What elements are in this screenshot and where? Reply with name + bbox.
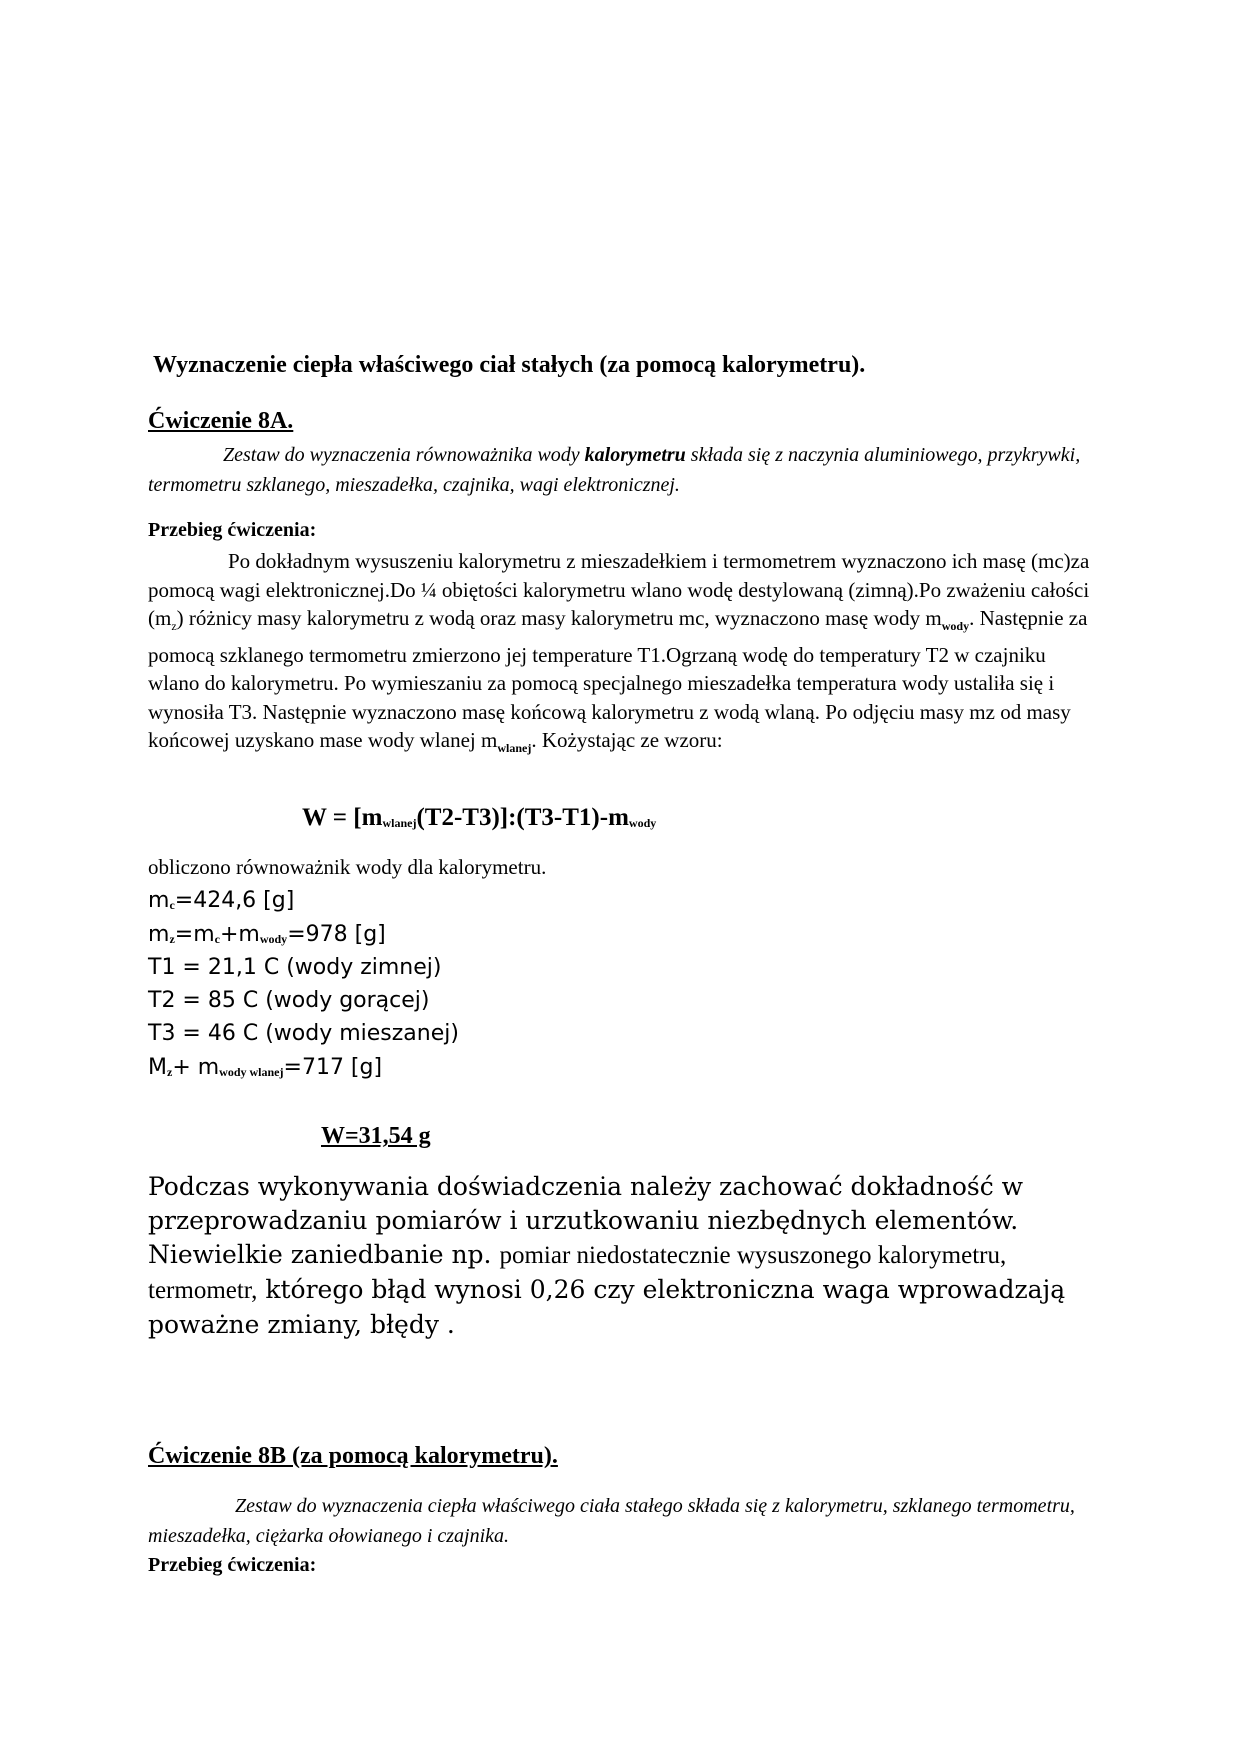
- value-t2: T2 = 85 C (wody gorącej): [148, 988, 430, 1013]
- procedure-part-3: . Następnie za pomocą szklanego termometru zmierzono jej temperature T1.Ogrzaną wodę do temperatury T2 w czajniku wlano do kalorymetru. Po wymieszaniu za pomocą specjalnego mieszadełka temperatura wody ustaliła się i wynosiła T3. Następnie wyznaczono masę końcową kalorymetru z wodą wlaną. Po odjęciu masy mz od masy końcowej uzyskano mase wody wlanej m: [148, 606, 1088, 753]
- exercise-8a-heading: Ćwiczenie 8A.: [148, 408, 294, 434]
- mc-value: =424,6 [g]: [174, 888, 295, 913]
- mz-label: m: [148, 922, 170, 947]
- mc-label: m: [148, 888, 170, 913]
- value-t1: T1 = 21,1 C (wody zimnej): [148, 955, 442, 980]
- document-title: Wyznaczenie ciepła właściwego ciał stałych (za pomocą kalorymetru).: [153, 352, 866, 378]
- mc-sub: c: [169, 898, 175, 912]
- conclusion-part-2: którego błąd wynosi 0,26 czy elektroniczna waga wprowadzają poważne zmiany, błędy .: [148, 1275, 1066, 1339]
- exercise-8a-intro: [148, 440, 1098, 500]
- procedure-sub-wlanej: wlanej: [497, 741, 532, 756]
- mf-label: M: [148, 1055, 167, 1080]
- procedure-part-2: ) różnicy masy kalorymetru z wodą oraz masy kalorymetru mc, wyznaczono masę wody m: [176, 606, 942, 630]
- conclusion-part-1: Podczas wykonywania doświadczenia należy zachować dokładność w przeprowadzaniu pomiarów i urzutkowaniu niezbędnych elementów. Niewielkie zaniedbanie np.: [148, 1172, 1024, 1269]
- value-t3: T3 = 46 C (wody mieszanej): [148, 1021, 459, 1046]
- mf-sub2: wody wlanej: [219, 1065, 284, 1079]
- mf-plus: + m: [172, 1055, 220, 1080]
- mz-sub2: c: [214, 932, 220, 946]
- exercise-8b-intro-text: Zestaw do wyznaczenia ciepła właściwego ciała stałego składa się z kalorymetru, szklanego termometru, mieszadełka, ciężarka ołowianego i czajnika.: [148, 1495, 1075, 1547]
- exercise-8a-procedure: [148, 547, 1096, 763]
- procedure-sub-z: z: [171, 619, 177, 634]
- formula-sub-wody: wody: [628, 816, 657, 830]
- mf-value: =717 [g]: [283, 1055, 383, 1080]
- value-mc: [148, 888, 294, 913]
- conclusion-part-tnr: pomiar niedostatecznie wysuszonego kalorymetru, termometr,: [148, 1242, 1007, 1304]
- intro-text-rest: składa się z naczynia aluminiowego, przykrywki, termometru szklanego, mieszadełka, czajnika, wagi elektronicznej.: [148, 444, 1081, 496]
- value-final-mass: [148, 1055, 382, 1080]
- procedure-part-1: Po dokładnym wysuszeniu kalorymetru z mieszadełkiem i termometrem wyznaczono ich masę (mc)za pomocą wagi elektronicznej.Do ¼ obiętości kalorymetru wlano wodę destylowaną (zimną).Po zważeniu całości (m: [148, 549, 1090, 630]
- formula-sub-wlanej: wlanej: [382, 816, 417, 830]
- exercise-8a-procedure-heading: Przebieg ćwiczenia:: [148, 519, 317, 541]
- intro-text: Zestaw do wyznaczenia równoważnika wody: [223, 444, 585, 466]
- intro-bold-word: kalorymetru: [584, 444, 686, 466]
- mz-plus: +m: [219, 922, 260, 947]
- formula: [302, 804, 656, 832]
- exercise-8b-procedure-heading: Przebieg ćwiczenia:: [148, 1554, 317, 1576]
- mf-sub: z: [166, 1065, 173, 1079]
- mz-sub3: wody: [259, 932, 288, 946]
- mz-mid: =m: [174, 922, 215, 947]
- formula-part-a: W = [m: [302, 804, 383, 831]
- exercise-8b-heading: Ćwiczenie 8B (za pomocą kalorymetru).: [148, 1443, 558, 1469]
- procedure-part-4: . Kożystając ze wzoru:: [531, 728, 723, 753]
- conclusion: [148, 1170, 1108, 1342]
- mz-sub: z: [169, 932, 175, 946]
- formula-part-b: (T2-T3)]:(T3-T1)-m: [416, 804, 629, 831]
- exercise-8b-intro: [148, 1491, 1098, 1551]
- procedure-sub-wody: wody: [941, 619, 970, 634]
- result-w: W=31,54 g: [321, 1123, 431, 1149]
- mz-value: =978 [g]: [287, 922, 386, 947]
- calculation-note: obliczono równoważnik wody dla kalorymetru.: [148, 855, 547, 879]
- value-mz: [148, 922, 386, 947]
